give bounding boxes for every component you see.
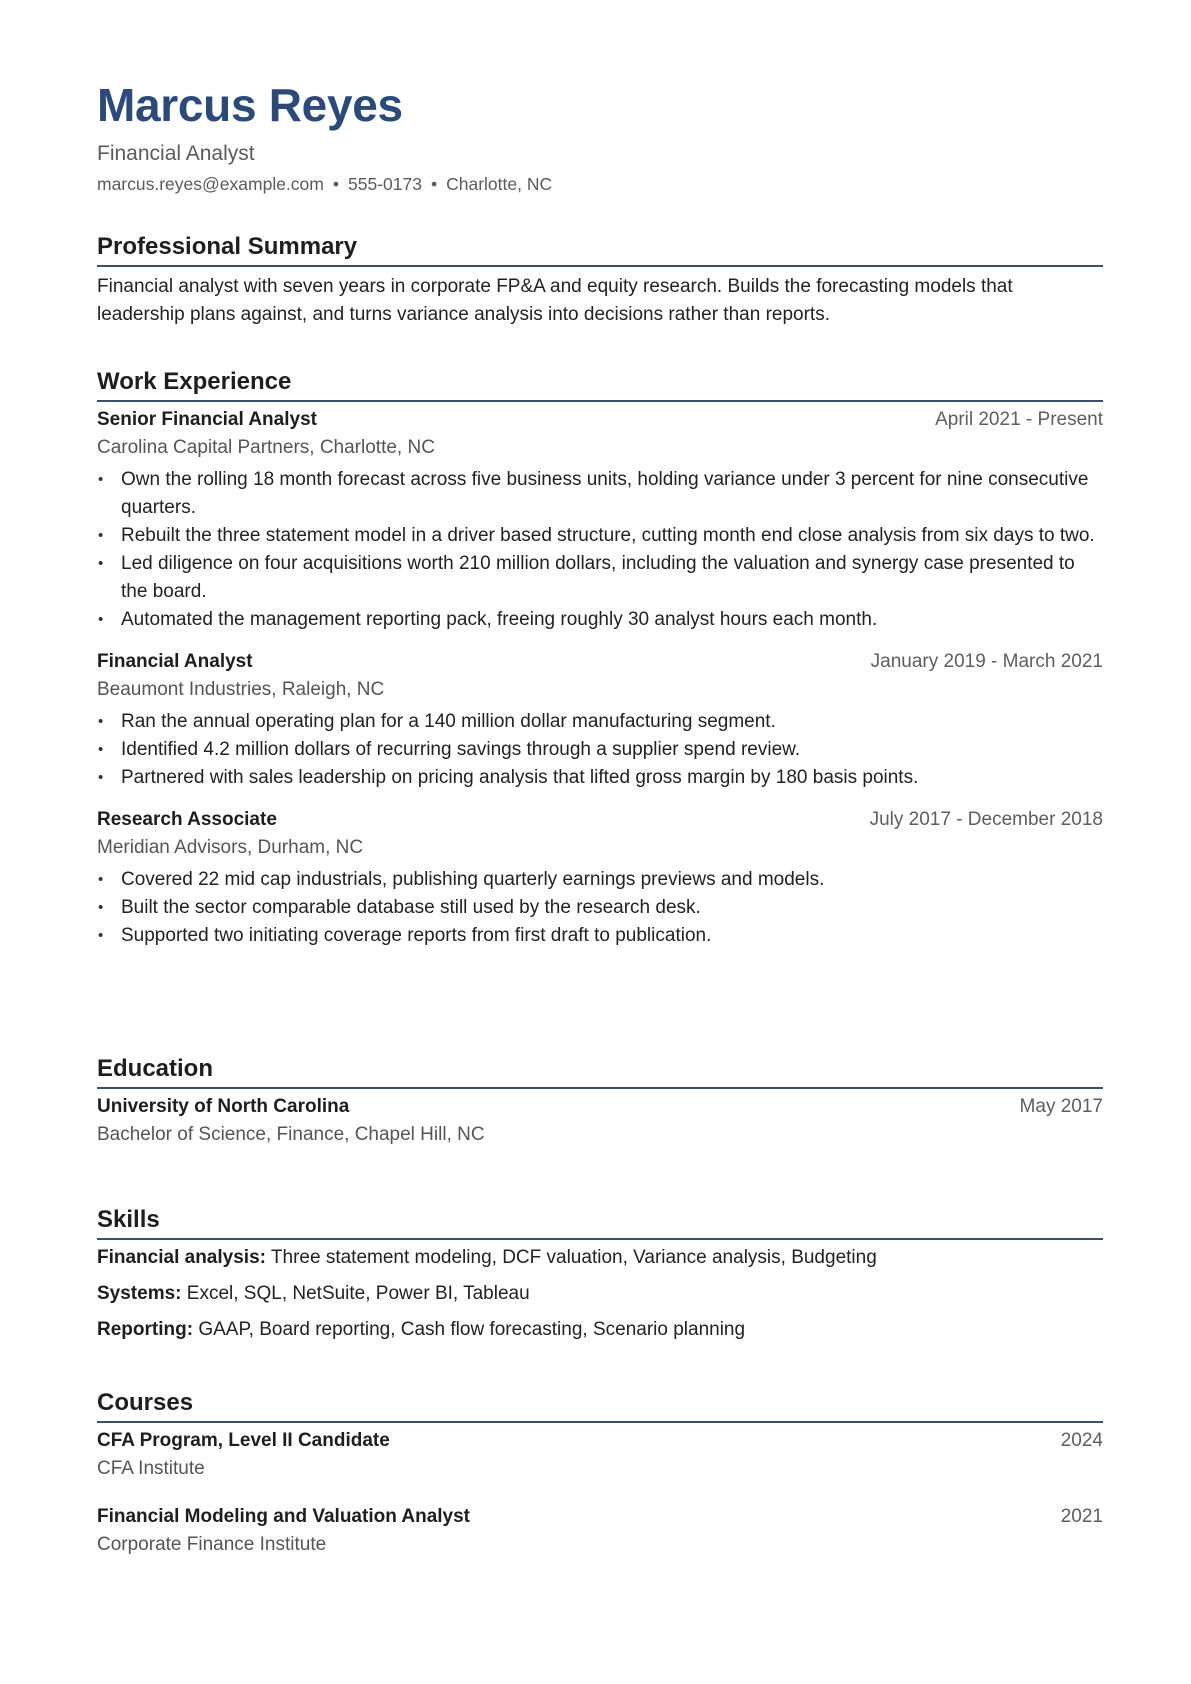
job-company: Meridian Advisors, Durham, NC — [97, 837, 364, 858]
job-bullet: • Rebuilt the three statement model in a driver based structure, cutting month end close analysis from six days to two. — [97, 522, 1103, 550]
job-bullet: • Ran the annual operating plan for a 140 million dollar manufacturing segment. — [97, 708, 1103, 736]
job-header — [97, 648, 1103, 676]
section-heading: Skills — [97, 1205, 1103, 1240]
job-bullet: • Automated the management reporting pack, freeing roughly 30 analyst hours each month. — [97, 606, 1103, 634]
candidate-name: Marcus Reyes — [97, 79, 403, 131]
skill-line — [97, 1244, 1103, 1272]
course-name: Financial Modeling and Valuation Analyst — [97, 1506, 471, 1527]
course-name: CFA Program, Level II Candidate — [97, 1430, 390, 1451]
job-bullets — [97, 866, 1103, 950]
section-heading: Education — [97, 1054, 1103, 1089]
skill-items: Excel, SQL, NetSuite, Power BI, Tableau — [186, 1283, 530, 1304]
job-header — [97, 406, 1103, 434]
skills-list — [97, 1244, 1103, 1344]
course-header — [97, 1503, 1103, 1531]
section-heading: Work Experience — [97, 367, 1103, 402]
contact-separator: • — [430, 174, 438, 194]
course-header — [97, 1427, 1103, 1455]
graduation-date: May 2017 — [1019, 1096, 1103, 1117]
contact-email: marcus.reyes@example.com — [97, 174, 324, 194]
contact-line — [97, 173, 552, 195]
education-header — [97, 1093, 1103, 1121]
section-heading: Professional Summary — [97, 232, 1103, 267]
job-entry — [97, 406, 1103, 634]
job-bullet: • Partnered with sales leadership on pricing analysis that lifted gross margin by 180 basis points. — [97, 764, 1103, 792]
skill-line — [97, 1316, 1103, 1344]
courses-section — [97, 1388, 1103, 1559]
skill-category: Systems: — [97, 1283, 182, 1304]
job-bullets — [97, 466, 1103, 634]
course-year: 2024 — [1060, 1430, 1103, 1451]
job-bullet: • Covered 22 mid cap industrials, publishing quarterly earnings previews and models. — [97, 866, 1103, 894]
job-bullet: • Identified 4.2 million dollars of recurring savings through a supplier spend review. — [97, 736, 1103, 764]
skills-section — [97, 1205, 1103, 1352]
job-role: Financial Analyst — [97, 651, 253, 672]
course-provider: CFA Institute — [97, 1458, 205, 1479]
education-entry — [97, 1093, 1103, 1149]
job-entry — [97, 806, 1103, 950]
candidate-title: Financial Analyst — [97, 142, 255, 165]
school-name: University of North Carolina — [97, 1096, 350, 1117]
job-dates: July 2017 - December 2018 — [869, 809, 1103, 830]
skill-line — [97, 1280, 1103, 1308]
education-section — [97, 1054, 1103, 1149]
course-provider: Corporate Finance Institute — [97, 1534, 327, 1555]
skill-items: GAAP, Board reporting, Cash flow forecasting, Scenario planning — [198, 1319, 746, 1340]
experience-section — [97, 367, 1103, 950]
job-role: Senior Financial Analyst — [97, 409, 317, 430]
course-entry — [97, 1503, 1103, 1559]
summary-section — [97, 232, 1103, 329]
job-role: Research Associate — [97, 809, 277, 830]
job-bullet: • Led diligence on four acquisitions worth 210 million dollars, including the valuation and synergy case presented to the board. — [97, 550, 1103, 606]
summary-text: Financial analyst with seven years in corporate FP&A and equity research. Builds the forecasting models that leadership plans against, and turns variance analysis into decisions rather than reports. — [97, 276, 1013, 325]
job-bullet: • Supported two initiating coverage reports from first draft to publication. — [97, 922, 1103, 950]
job-bullets — [97, 708, 1103, 792]
job-entry — [97, 648, 1103, 792]
job-dates: January 2019 - March 2021 — [870, 651, 1103, 672]
job-bullet: • Own the rolling 18 month forecast across five business units, holding variance under 3 percent for nine consecutive quarters. — [97, 466, 1103, 522]
job-company: Beaumont Industries, Raleigh, NC — [97, 679, 385, 700]
contact-phone: 555-0173 — [348, 174, 422, 194]
skill-items: Three statement modeling, DCF valuation, Variance analysis, Budgeting — [270, 1247, 877, 1268]
contact-separator: • — [332, 174, 339, 194]
job-bullet: • Built the sector comparable database still used by the research desk. — [97, 894, 1103, 922]
job-dates: April 2021 - Present — [935, 409, 1103, 430]
course-year: 2021 — [1060, 1506, 1103, 1527]
degree: Bachelor of Science, Finance, Chapel Hill, NC — [97, 1124, 485, 1145]
job-header — [97, 806, 1103, 834]
contact-location: Charlotte, NC — [446, 174, 553, 194]
section-heading: Courses — [97, 1388, 1103, 1423]
course-entry — [97, 1427, 1103, 1483]
job-company: Carolina Capital Partners, Charlotte, NC — [97, 437, 435, 458]
skill-category: Financial analysis: — [97, 1247, 266, 1268]
skill-category: Reporting: — [97, 1319, 194, 1340]
